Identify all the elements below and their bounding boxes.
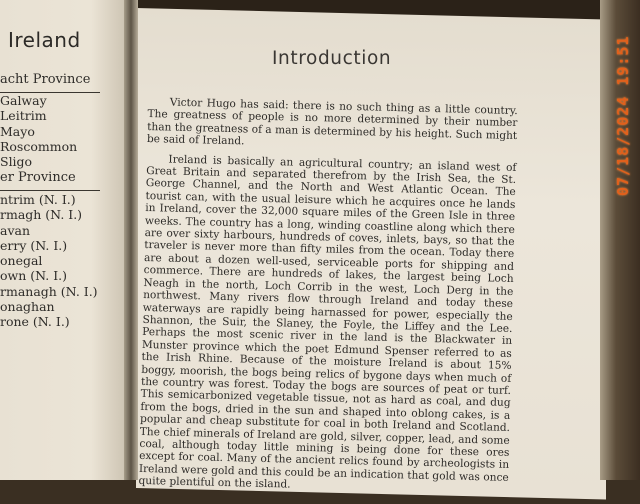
- list-item: Sligo: [0, 154, 33, 170]
- list-item: avan: [0, 222, 31, 238]
- list-item: Leitrim: [0, 108, 47, 124]
- paragraph: Victor Hugo has said: there is no such thing as a little country. The greatness of people is no more determined by their number than the greatness of a man is determined by his height. Such might be said of Ireland.: [146, 96, 518, 148]
- county-list-connacht: [0, 93, 77, 169]
- page-title: Introduction: [272, 48, 392, 69]
- province-heading-ulster: er Province: [0, 170, 76, 185]
- list-item: rmanagh (N. I.): [0, 283, 98, 299]
- list-item: rone (N. I.): [0, 314, 70, 330]
- list-item: Roscommon: [0, 138, 78, 154]
- body-text: [138, 96, 518, 504]
- list-item: ntrim (N. I.): [0, 192, 76, 207]
- date-time-stamp: 07/18/2024 19:51: [614, 35, 632, 196]
- book-gutter: [124, 0, 138, 480]
- paragraph: Ireland is basically an agricultural country; an island west of Great Britain and separated therefrom by the Irish Sea, the St. George Channel, and the North and West Atlantic Ocean. The tourist can, with the usual leisure which he acquires once he lands in Ireland, cover the 32,000 square miles of the Green Isle in three weeks. The country has a long, winding coastline along which there are over sixty harbours, hundreds of coves, inlets, bays, so that the traveler is never more than fifty miles from the ocean. Today there are about a dozen well-used, serviceable ports for shipping and commerce. There are hundreds of lakes, the largest being Loch Neagh in the north, Loch Corrib in the west, Loch Derg in the northwest. Many rivers flow through Ireland and today these waterways are rapidly being harnassed for power, especially the Shannon, the Suir, the Slaney, the Foyle, the Liffey and the Lee. Perhaps the most scenic river in the land is the Blackwater in Munster province which the poet Edmund Spenser referred to as the Irish Rhine. Because of the moisture Ireland is about 15% boggy, moorish, the bogs being relics of bygone days when much of the country was forest. Today the bogs are sources of peat or turf. This semicarbonized vegetable tissue, not as hard as coal, and dug from the bogs, dried in the sun and shaped into oblong cakes, is a popular and cheap substitute for coal in both Ireland and Scotland. The chief minerals of Ireland are gold, silver, copper, lead, and some coal, although today little mining is being done for these ores except for coal. Many of the ancient relics found by archeologists in Ireland were gold and this could be an indication that gold was once quite plentiful on the island.: [138, 153, 517, 491]
- province-heading-connacht: acht Province: [0, 72, 91, 87]
- heading-rule: [0, 190, 100, 191]
- left-page-title: Ireland: [8, 28, 81, 52]
- list-item: rmagh (N. I.): [0, 207, 83, 223]
- list-item: own (N. I.): [0, 268, 67, 284]
- list-item: onegal: [0, 253, 43, 269]
- list-item: Mayo: [0, 123, 35, 139]
- list-item: onaghan: [0, 299, 55, 315]
- county-list-ulster: [0, 192, 98, 330]
- left-page: [0, 0, 130, 480]
- list-item: Galway: [0, 93, 47, 108]
- list-item: erry (N. I.): [0, 237, 68, 253]
